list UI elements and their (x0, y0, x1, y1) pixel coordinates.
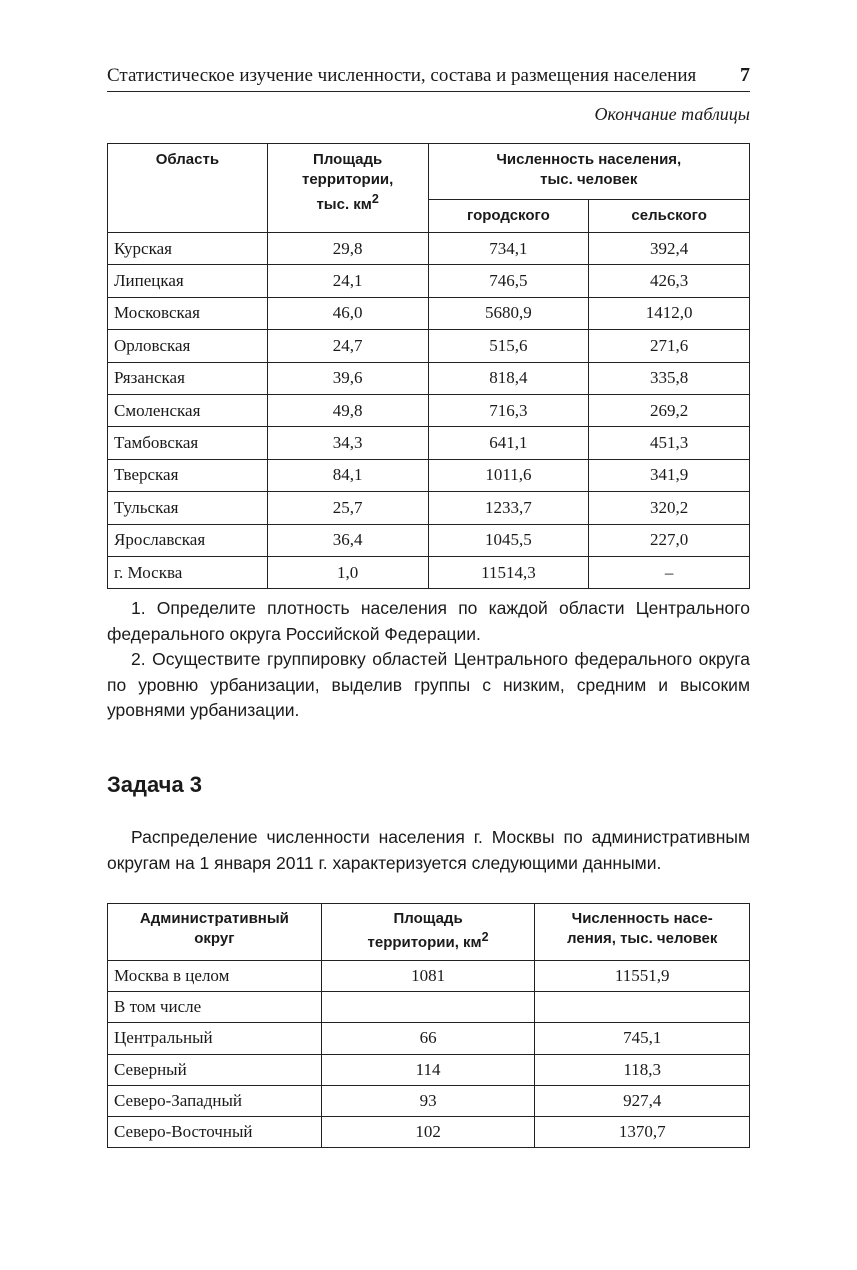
value-cell: 335,8 (589, 362, 750, 394)
value-cell: 93 (321, 1085, 535, 1116)
row-label-cell: Ярославская (108, 524, 268, 556)
header-area: Площадь территории, тыс. $км^2$ (267, 144, 428, 233)
header-district-area: Площадь территории, $км^2$ (321, 904, 535, 961)
value-cell: 84,1 (267, 459, 428, 491)
value-cell: 1370,7 (535, 1116, 750, 1147)
table-caption: Окончание таблицы (594, 104, 750, 124)
running-title: Статистическое изучение численности, состава и размещения населения (107, 65, 697, 86)
value-cell: 39,6 (267, 362, 428, 394)
table-row (108, 233, 750, 265)
row-label-cell: Северный (108, 1054, 322, 1085)
districts-table (107, 903, 750, 1148)
value-cell: 24,7 (267, 330, 428, 362)
value-cell: 271,6 (589, 330, 750, 362)
row-label-cell: Северо-Западный (108, 1085, 322, 1116)
table-row (108, 556, 750, 588)
value-cell: 1412,0 (589, 297, 750, 329)
table-row (108, 297, 750, 329)
value-cell: 11551,9 (535, 961, 750, 992)
header-region: Область (108, 144, 268, 233)
table-row (108, 362, 750, 394)
value-cell: 1081 (321, 961, 535, 992)
value-cell: 716,3 (428, 394, 589, 426)
task-intro: Распределение численности населения г. Москвы по административным округам на 1 января 2011 г. характеризуется следующими данными. (107, 827, 750, 873)
row-label-cell: г. Москва (108, 556, 268, 588)
value-cell: 118,3 (535, 1054, 750, 1085)
value-cell: 66 (321, 1023, 535, 1054)
row-label-cell: Липецкая (108, 265, 268, 297)
table-row (108, 459, 750, 491)
value-cell: 1,0 (267, 556, 428, 588)
value-cell: 227,0 (589, 524, 750, 556)
value-cell: 29,8 (267, 233, 428, 265)
header-urban: городского (428, 200, 589, 233)
value-cell: 734,1 (428, 233, 589, 265)
row-label-cell: Рязанская (108, 362, 268, 394)
table-row (108, 992, 750, 1023)
regions-table (107, 143, 750, 589)
table-row (108, 1023, 750, 1054)
table-row (108, 492, 750, 524)
regions-table-body (108, 233, 750, 589)
value-cell: 102 (321, 1116, 535, 1147)
row-label-cell: Орловская (108, 330, 268, 362)
value-cell: 451,3 (589, 427, 750, 459)
value-cell: 24,1 (267, 265, 428, 297)
question-2: 2. Осуществите группировку областей Центрального федерального округа по уровню урбанизации, выделив группы с низким, средним и высоким уровнями урбанизации. (107, 649, 750, 720)
table-row (108, 427, 750, 459)
value-cell: 426,3 (589, 265, 750, 297)
row-label-cell: Тверская (108, 459, 268, 491)
header-population: Численность населения, тыс. человек (428, 144, 749, 200)
row-label-cell: Москва в целом (108, 961, 322, 992)
value-cell: 341,9 (589, 459, 750, 491)
table-row (108, 1085, 750, 1116)
value-cell (321, 992, 535, 1023)
value-cell: 11514,3 (428, 556, 589, 588)
value-cell: 269,2 (589, 394, 750, 426)
page-number: 7 (740, 64, 750, 86)
row-label-cell: Северо-Восточный (108, 1116, 322, 1147)
task-title: Задача 3 (107, 772, 203, 797)
table-row (108, 1116, 750, 1147)
value-cell: 25,7 (267, 492, 428, 524)
running-header (107, 64, 750, 92)
row-label-cell: Центральный (108, 1023, 322, 1054)
value-cell: 818,4 (428, 362, 589, 394)
table-row (108, 265, 750, 297)
value-cell: 34,3 (267, 427, 428, 459)
value-cell: 641,1 (428, 427, 589, 459)
question-1: 1. Определите плотность населения по каждой области Центрального федерального округа Российской Федерации. (107, 598, 750, 644)
value-cell: 320,2 (589, 492, 750, 524)
value-cell: 515,6 (428, 330, 589, 362)
value-cell: 5680,9 (428, 297, 589, 329)
value-cell: 745,1 (535, 1023, 750, 1054)
value-cell: 1011,6 (428, 459, 589, 491)
row-label-cell: Курская (108, 233, 268, 265)
value-cell: 927,4 (535, 1085, 750, 1116)
row-label-cell: Смоленская (108, 394, 268, 426)
table-row (108, 961, 750, 992)
row-label-cell: Тульская (108, 492, 268, 524)
table-row (108, 524, 750, 556)
header-rural: сельского (589, 200, 750, 233)
table-row (108, 394, 750, 426)
value-cell: 114 (321, 1054, 535, 1085)
row-label-cell: Тамбовская (108, 427, 268, 459)
value-cell: – (589, 556, 750, 588)
table-row (108, 1054, 750, 1085)
districts-table-body (108, 961, 750, 1148)
value-cell: 392,4 (589, 233, 750, 265)
row-label-cell: Московская (108, 297, 268, 329)
value-cell: 746,5 (428, 265, 589, 297)
value-cell: 46,0 (267, 297, 428, 329)
value-cell (535, 992, 750, 1023)
value-cell: 1233,7 (428, 492, 589, 524)
value-cell: 1045,5 (428, 524, 589, 556)
header-district-population: Численность насе- ления, тыс. человек (535, 904, 750, 961)
header-district: Административный округ (108, 904, 322, 961)
value-cell: 36,4 (267, 524, 428, 556)
table-row (108, 330, 750, 362)
value-cell: 49,8 (267, 394, 428, 426)
row-label-cell: В том числе (108, 992, 322, 1023)
